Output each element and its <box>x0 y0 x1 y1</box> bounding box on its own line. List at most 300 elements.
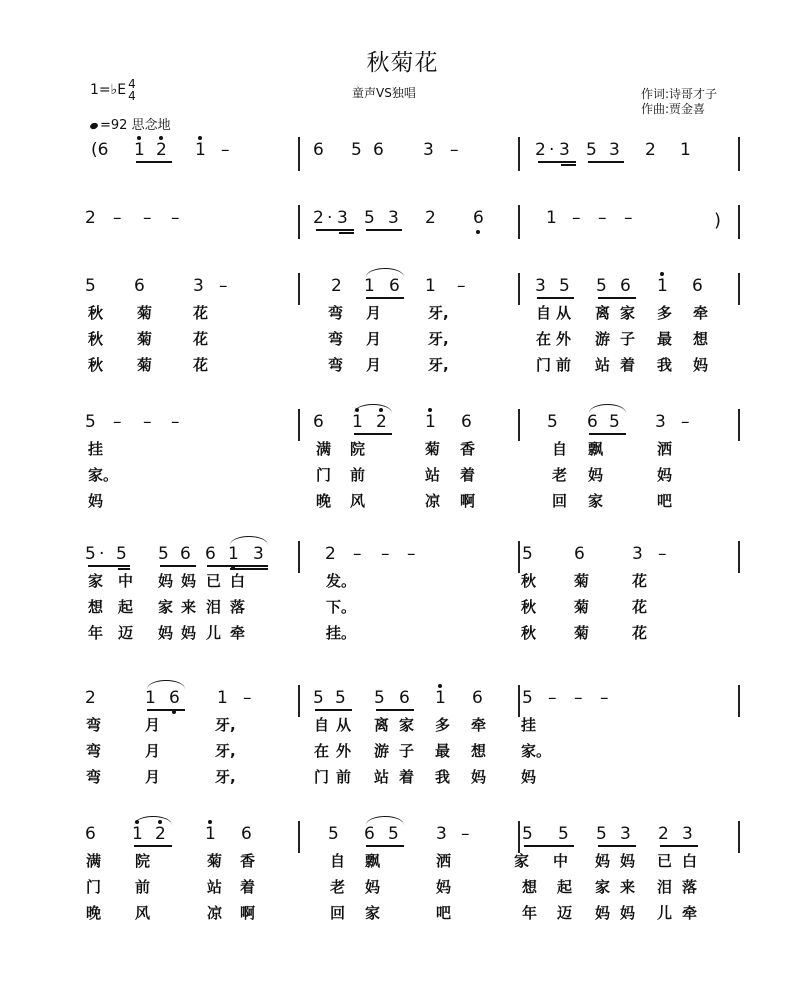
lyric-char: 站 <box>374 768 390 786</box>
note <box>388 208 399 228</box>
note <box>461 824 470 844</box>
note-text: 1 <box>425 276 436 296</box>
note-text: – <box>143 208 152 228</box>
note <box>337 208 348 228</box>
note-text: 5 <box>351 140 362 160</box>
lyric-char: 花 <box>193 304 209 322</box>
lyric-char: 最 <box>435 742 451 760</box>
lyric-char: 前 <box>556 356 572 374</box>
note-text: 1 <box>228 544 239 564</box>
note <box>328 824 339 844</box>
lyric-char: 挂。 <box>326 624 357 642</box>
lyric-char: 洒 <box>436 852 452 870</box>
lyric-char: 从 <box>556 304 572 322</box>
lyric-char: 妈 <box>181 572 197 590</box>
bar-line <box>298 409 300 441</box>
lyric-char: 啊 <box>240 904 256 922</box>
note-text: 2 <box>85 208 96 228</box>
note <box>522 824 533 844</box>
note-text: 6 <box>692 276 703 296</box>
note-text: – <box>548 688 557 708</box>
lyric-char: 妈 <box>620 904 636 922</box>
note <box>327 208 332 228</box>
lyric-char: 妈 <box>158 624 174 642</box>
note <box>546 208 557 228</box>
note-text: 2 <box>331 276 342 296</box>
note <box>171 412 180 432</box>
note-text: – <box>171 412 180 432</box>
lyric-char: 香 <box>460 440 476 458</box>
lyric-char: 前 <box>350 466 366 484</box>
note <box>195 140 206 160</box>
lyric-char: 家 <box>588 492 604 510</box>
note-text: 6 <box>574 544 585 564</box>
note-text: 1 <box>195 140 206 160</box>
note <box>620 276 631 296</box>
beam-line <box>207 565 268 567</box>
note <box>535 276 546 296</box>
note <box>364 208 375 228</box>
lyric-char: 前 <box>135 878 151 896</box>
bar-line <box>298 821 300 853</box>
lyric-char: 儿 <box>657 904 673 922</box>
note <box>156 140 167 160</box>
lyric-char: 风 <box>135 904 151 922</box>
lyric-char: 在 <box>536 330 552 348</box>
bar-line <box>518 205 520 239</box>
note-text: 3 <box>609 140 620 160</box>
lyric-char: 妈 <box>588 466 604 484</box>
note-text: – <box>598 208 607 228</box>
note-text: 6 <box>169 688 180 708</box>
slur <box>366 268 404 277</box>
bar-line <box>738 541 740 573</box>
lyric-char: 凉 <box>207 904 223 922</box>
lyric-char: 月 <box>366 330 382 348</box>
lyric-char: 秋 <box>521 572 537 590</box>
note-text: 5 <box>85 544 96 564</box>
note-text: 5 <box>558 824 569 844</box>
composer: 作曲:贾金喜 <box>641 102 706 116</box>
lyric-char: 站 <box>207 878 223 896</box>
note-text: 1 <box>425 412 436 432</box>
key-note: E <box>117 82 127 98</box>
note-text: 1 <box>364 276 375 296</box>
lyric-char: 院 <box>350 440 366 458</box>
beam-line <box>118 565 130 567</box>
lyric-char: 凉 <box>425 492 441 510</box>
bar-line <box>298 541 300 573</box>
note-text: 6 <box>313 140 324 160</box>
lyric-char: 妈 <box>595 852 611 870</box>
note-text: (6 <box>91 140 109 160</box>
lyric-char: 满 <box>316 440 332 458</box>
note <box>376 412 387 432</box>
note <box>681 412 690 432</box>
note <box>253 544 264 564</box>
bar-line <box>518 273 520 305</box>
slur <box>230 536 268 545</box>
lyric-char: 啊 <box>460 492 476 510</box>
note-text: 6 <box>473 208 484 228</box>
lyric-char: 月 <box>145 768 161 786</box>
lyric-char: 站 <box>425 466 441 484</box>
note <box>228 544 239 564</box>
note <box>116 544 127 564</box>
lyric-char: 月 <box>145 716 161 734</box>
beam-line <box>598 845 636 847</box>
note-text: 5 <box>116 544 127 564</box>
bar-line <box>298 205 300 239</box>
lyric-char: 挂 <box>88 440 104 458</box>
note-text: 5 <box>522 688 533 708</box>
lyric-char: 吧 <box>657 492 673 510</box>
lyric-char: 起 <box>557 878 573 896</box>
note <box>522 544 533 564</box>
note <box>325 544 336 564</box>
note-text: 5 <box>335 688 346 708</box>
bar-line <box>738 685 740 717</box>
lyric-char: 家 <box>158 598 174 616</box>
note <box>243 688 252 708</box>
lyric-char: 家。 <box>521 742 552 760</box>
note-text: 5 <box>547 412 558 432</box>
lyric-char: 菊 <box>207 852 223 870</box>
note-text: 3 <box>632 544 643 564</box>
note <box>624 208 633 228</box>
lyric-char: 子 <box>399 742 415 760</box>
beam-line <box>366 845 404 847</box>
note <box>143 412 152 432</box>
beam-line <box>230 568 268 570</box>
lyric-char: 着 <box>460 466 476 484</box>
note <box>205 544 216 564</box>
note-text: 3 <box>337 208 348 228</box>
note-text: – <box>658 544 667 564</box>
slur <box>147 680 185 689</box>
note-text: 2 <box>85 688 96 708</box>
lyric-char: 秋 <box>521 624 537 642</box>
lyric-char: 弯 <box>86 716 102 734</box>
lyric-char: 自 <box>330 852 346 870</box>
note <box>572 208 581 228</box>
lyric-char: 弯 <box>86 768 102 786</box>
lyric-char: 院 <box>135 852 151 870</box>
lyric-char: 自 <box>314 716 330 734</box>
lyric-char: 风 <box>350 492 366 510</box>
note <box>425 412 436 432</box>
note-text: 6 <box>399 688 410 708</box>
bar-line <box>518 137 520 171</box>
lyric-char: 家 <box>595 878 611 896</box>
bar-line <box>518 541 520 573</box>
note-text: – <box>381 544 390 564</box>
note-text: 5 <box>559 276 570 296</box>
lyric-char: 中 <box>118 572 134 590</box>
note <box>457 276 466 296</box>
beam-line <box>589 433 626 435</box>
note <box>535 140 546 160</box>
note-text: – <box>457 276 466 296</box>
lyric-char: 外 <box>556 330 572 348</box>
lyric-char: 花 <box>632 624 648 642</box>
lyric-char: 年 <box>88 624 104 642</box>
lyric-char: 外 <box>336 742 352 760</box>
lyric-char: 妈 <box>595 904 611 922</box>
tempo-value: =92 <box>100 118 128 133</box>
note-text: 3 <box>388 208 399 228</box>
lyric-char: 牵 <box>693 304 709 322</box>
note-text: 2 <box>425 208 436 228</box>
beam-line <box>160 565 196 567</box>
beam-line <box>366 297 404 299</box>
lyric-char: 着 <box>620 356 636 374</box>
note-text: 6 <box>85 824 96 844</box>
note-text: 1 <box>132 824 143 844</box>
time-top: 4 <box>128 77 136 91</box>
lyric-char: 秋 <box>521 598 537 616</box>
note-text: 6 <box>587 412 598 432</box>
lyric-char: 发。 <box>326 572 357 590</box>
note <box>435 688 446 708</box>
beam-line <box>537 297 574 299</box>
note-text: 6 <box>241 824 252 844</box>
note <box>423 140 434 160</box>
lyricist: 作词:诗哥才子 <box>641 87 718 101</box>
lyric-char: 白 <box>682 852 698 870</box>
lyric-char: 家 <box>514 852 530 870</box>
note-text: 1 <box>546 208 557 228</box>
lyric-char: 洒 <box>657 440 673 458</box>
note-text: 3 <box>193 276 204 296</box>
note <box>549 140 554 160</box>
note <box>171 208 180 228</box>
note <box>425 208 436 228</box>
slur <box>354 404 392 413</box>
note <box>99 544 104 564</box>
lyric-char: 站 <box>595 356 611 374</box>
note-text: – <box>574 688 583 708</box>
lyric-char: 妈 <box>693 356 709 374</box>
lyric-char: 晚 <box>86 904 102 922</box>
quarter-note-icon <box>89 122 99 130</box>
lyric-char: 多 <box>657 304 673 322</box>
note <box>113 412 122 432</box>
lyric-char: 在 <box>314 742 330 760</box>
note-text: – <box>221 140 230 160</box>
bar-line <box>298 685 300 717</box>
lyric-char: 飘 <box>365 852 381 870</box>
note-text: 3 <box>253 544 264 564</box>
bar-line <box>518 409 520 441</box>
lyric-char: 老 <box>330 878 346 896</box>
beam-line <box>339 232 354 234</box>
note-text: – <box>113 412 122 432</box>
beam-line <box>561 161 576 163</box>
note <box>389 276 400 296</box>
note-text: 2 <box>325 544 336 564</box>
note-text: 1 <box>657 276 668 296</box>
note-text: 6 <box>180 544 191 564</box>
note-text: 3 <box>655 412 666 432</box>
note <box>436 824 447 844</box>
lyric-char: 菊 <box>137 356 153 374</box>
bar-line <box>738 821 740 853</box>
note <box>180 544 191 564</box>
note-text: · <box>99 544 105 564</box>
lyric-char: 菊 <box>425 440 441 458</box>
lyric-char: 吧 <box>436 904 452 922</box>
note-text: 1 <box>217 688 228 708</box>
note-text: – <box>450 140 459 160</box>
note <box>657 276 668 296</box>
note <box>559 140 570 160</box>
note-text: 2 <box>155 824 166 844</box>
bar-line <box>298 137 300 171</box>
lyric-char: 牙, <box>215 742 236 760</box>
beam-line <box>660 845 698 847</box>
lyric-char: 牙, <box>428 304 449 322</box>
note <box>399 688 410 708</box>
note <box>353 544 362 564</box>
lyric-char: 落 <box>682 878 698 896</box>
note-text: 2 <box>313 208 324 228</box>
low-octave-dot <box>476 230 480 234</box>
lyric-char: 游 <box>595 330 611 348</box>
slur <box>134 816 172 825</box>
slur <box>366 816 404 825</box>
flat-sign: ♭ <box>110 82 118 98</box>
note <box>472 688 483 708</box>
lyric-char: 挂 <box>521 716 537 734</box>
note-text: 5 <box>85 412 96 432</box>
note-text: 5 <box>364 208 375 228</box>
note <box>143 208 152 228</box>
bar-line <box>518 685 520 717</box>
note-text: – <box>681 412 690 432</box>
lyric-char: 花 <box>632 572 648 590</box>
lyric-char: 家 <box>365 904 381 922</box>
note <box>425 276 436 296</box>
lyric-char: 牵 <box>471 716 487 734</box>
lyric-char: 月 <box>366 304 382 322</box>
note <box>169 688 180 708</box>
note <box>609 140 620 160</box>
lyric-char: 我 <box>657 356 673 374</box>
note-text: – <box>219 276 228 296</box>
note <box>574 688 583 708</box>
note-text: 1 <box>145 688 156 708</box>
note <box>331 276 342 296</box>
page-title: 秋菊花 <box>366 50 439 76</box>
beam-line <box>315 709 352 711</box>
note <box>682 824 693 844</box>
lyric-char: 前 <box>336 768 352 786</box>
note <box>598 208 607 228</box>
lyric-char: 门 <box>86 878 102 896</box>
lyric-char: 菊 <box>574 624 590 642</box>
lyric-char: 月 <box>366 356 382 374</box>
note-text: 1 <box>134 140 145 160</box>
note-text: – <box>407 544 416 564</box>
lyric-char: 满 <box>86 852 102 870</box>
note-text: 5 <box>374 688 385 708</box>
lyric-char: 多 <box>435 716 451 734</box>
note <box>596 824 607 844</box>
key-prefix: 1= <box>90 82 111 98</box>
performer: 童声VS独唱 <box>352 86 416 100</box>
key-signature <box>90 78 136 102</box>
lyric-char: 游 <box>374 742 390 760</box>
lyric-char: 家。 <box>88 466 119 484</box>
beam-line <box>561 164 576 166</box>
lyric-char: 想 <box>88 598 104 616</box>
note-text: · <box>327 208 333 228</box>
lyric-char: 想 <box>522 878 538 896</box>
lyric-char: 牙, <box>215 716 236 734</box>
beam-line <box>588 161 624 163</box>
bar-line <box>738 205 740 239</box>
tempo-mark <box>90 114 171 133</box>
lyric-char: 白 <box>230 572 246 590</box>
note <box>221 140 230 160</box>
note <box>655 412 666 432</box>
lyric-char: 我 <box>435 768 451 786</box>
lyric-char: 秋 <box>88 330 104 348</box>
lyric-char: 菊 <box>137 304 153 322</box>
note <box>219 276 228 296</box>
note <box>587 412 598 432</box>
note <box>113 208 122 228</box>
note-text: – <box>624 208 633 228</box>
beam-line <box>524 845 574 847</box>
note-text: 2 <box>156 140 167 160</box>
time-signature <box>128 78 136 102</box>
note <box>609 412 620 432</box>
note-text: 6 <box>373 140 384 160</box>
beam-line <box>118 568 130 570</box>
note <box>134 140 145 160</box>
bar-line <box>738 273 740 305</box>
note <box>586 140 597 160</box>
lyric-char: 菊 <box>137 330 153 348</box>
lyric-char: 香 <box>240 852 256 870</box>
note <box>313 140 324 160</box>
lyric-char: 牙, <box>215 768 236 786</box>
note-text: 5 <box>586 140 597 160</box>
note-text: 5 <box>522 544 533 564</box>
note <box>91 140 108 160</box>
note <box>217 688 228 708</box>
bar-line <box>738 137 740 171</box>
note-text: 2 <box>658 824 669 844</box>
lyric-char: 飘 <box>588 440 604 458</box>
lyric-char: 妈 <box>521 768 537 786</box>
lyric-char: 家 <box>88 572 104 590</box>
lyric-char: 自 <box>552 440 568 458</box>
note-text: 1 <box>680 140 691 160</box>
lyric-char: 落 <box>230 598 246 616</box>
note <box>461 412 472 432</box>
note-text: 5 <box>522 824 533 844</box>
lyric-char: 妈 <box>181 624 197 642</box>
note-text: · <box>549 140 555 160</box>
lyric-char: 牙, <box>428 356 449 374</box>
expression: 思念地 <box>131 118 171 133</box>
bar-line <box>738 409 740 441</box>
lyric-char: 妈 <box>436 878 452 896</box>
slur <box>589 404 626 413</box>
